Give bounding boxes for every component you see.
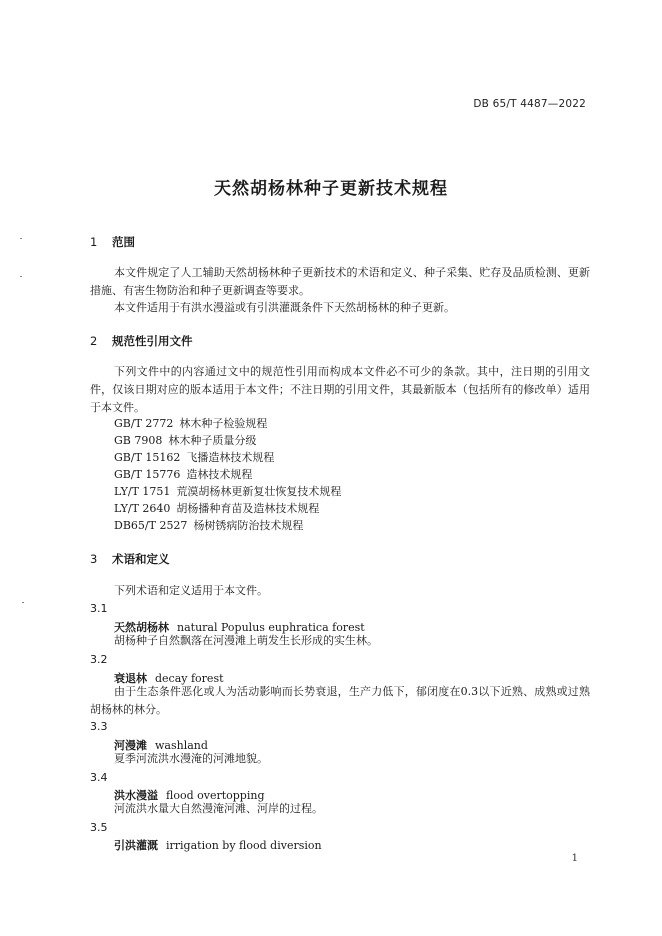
term-english: decay forest bbox=[155, 672, 224, 685]
document-title: 天然胡杨林种子更新技术规程 bbox=[214, 179, 448, 199]
reference-code: LY/T 1751 bbox=[114, 485, 171, 498]
reference-item bbox=[114, 483, 341, 500]
reference-name: 林木种子检验规程 bbox=[179, 417, 268, 430]
reference-item bbox=[114, 500, 319, 517]
term-definition: 由于生态条件恶化或人为活动影响而长势衰退，生产力低下，郁闭度在0.3以下近熟、成熟或过熟胡杨林的林分。 bbox=[90, 685, 590, 716]
section-heading-scope bbox=[90, 234, 135, 250]
section-number: 2 bbox=[90, 334, 98, 348]
standard-code: DB 65/T 4487—2022 bbox=[473, 98, 586, 110]
paragraph: 下列文件中的内容通过文中的规范性引用而构成本文件必不可少的条款。其中，注日期的引用文件，仅该日期对应的版本适用于本文件；不注日期的引用文件，其最新版本（包括所有的修改单）适用于本文件。 bbox=[90, 365, 590, 414]
paragraph: 本文件规定了人工辅助天然胡杨林种子更新技术的术语和定义、种子采集、贮存及品质检测、更新措施、有害生物防治和种子更新调查等要求。 bbox=[90, 266, 590, 297]
reference-name: 胡杨播种育苗及造林技术规程 bbox=[176, 502, 320, 515]
scan-speck bbox=[22, 602, 24, 603]
term-definition: 夏季河流洪水漫淹的河滩地貌。 bbox=[114, 752, 268, 765]
page-number: 1 bbox=[571, 853, 578, 864]
term-chinese: 天然胡杨林 bbox=[114, 621, 169, 634]
scan-speck bbox=[20, 238, 22, 239]
paragraph: 下列术语和定义适用于本文件。 bbox=[114, 584, 268, 597]
term-chinese: 引洪灌溉 bbox=[114, 839, 158, 852]
section-title: 术语和定义 bbox=[112, 552, 170, 566]
paragraph: 本文件适用于有洪水漫溢或有引洪灌溉条件下天然胡杨林的种子更新。 bbox=[114, 301, 455, 314]
section-number: 3 bbox=[90, 552, 98, 566]
term-definition: 胡杨种子自然飘落在河漫滩上萌发生长形成的实生林。 bbox=[114, 634, 378, 647]
term-english: irrigation by flood diversion bbox=[166, 839, 322, 852]
term-number: 3.3 bbox=[90, 720, 108, 733]
section-heading-normative-references bbox=[90, 333, 193, 349]
reference-code: DB65/T 2527 bbox=[114, 519, 188, 532]
reference-code: GB/T 15162 bbox=[114, 451, 181, 464]
section-number: 1 bbox=[90, 235, 98, 249]
term-number: 3.4 bbox=[90, 771, 108, 784]
reference-item bbox=[114, 517, 303, 534]
term-english: natural Populus euphratica forest bbox=[177, 621, 365, 634]
reference-name: 杨树锈病防治技术规程 bbox=[193, 519, 304, 532]
reference-name: 荒漠胡杨林更新复壮恢复技术规程 bbox=[176, 485, 342, 498]
term-number: 3.1 bbox=[90, 602, 108, 615]
term-chinese: 洪水漫溢 bbox=[114, 789, 158, 802]
term-number: 3.2 bbox=[90, 653, 108, 666]
reference-item bbox=[114, 415, 267, 432]
term-english: flood overtopping bbox=[166, 789, 265, 802]
reference-code: GB/T 2772 bbox=[114, 417, 174, 430]
reference-item bbox=[114, 432, 256, 449]
reference-name: 飞播造林技术规程 bbox=[186, 451, 275, 464]
term-english: washland bbox=[155, 739, 208, 752]
section-heading-terms-and-definitions bbox=[90, 551, 170, 567]
reference-code: GB 7908 bbox=[114, 434, 163, 447]
section-title: 范围 bbox=[112, 235, 136, 249]
term-definition: 河流洪水量大自然漫淹河滩、河岸的过程。 bbox=[114, 802, 323, 815]
term-chinese: 衰退林 bbox=[114, 672, 147, 685]
term-entry bbox=[114, 837, 322, 853]
reference-code: LY/T 2640 bbox=[114, 502, 171, 515]
reference-item bbox=[114, 466, 252, 483]
reference-code: GB/T 15776 bbox=[114, 468, 181, 481]
scan-speck bbox=[20, 276, 22, 277]
reference-name: 林木种子质量分级 bbox=[168, 434, 257, 447]
term-number: 3.5 bbox=[90, 821, 108, 834]
reference-name: 造林技术规程 bbox=[186, 468, 253, 481]
reference-item bbox=[114, 449, 274, 466]
section-title: 规范性引用文件 bbox=[112, 334, 193, 348]
term-chinese: 河漫滩 bbox=[114, 739, 147, 752]
